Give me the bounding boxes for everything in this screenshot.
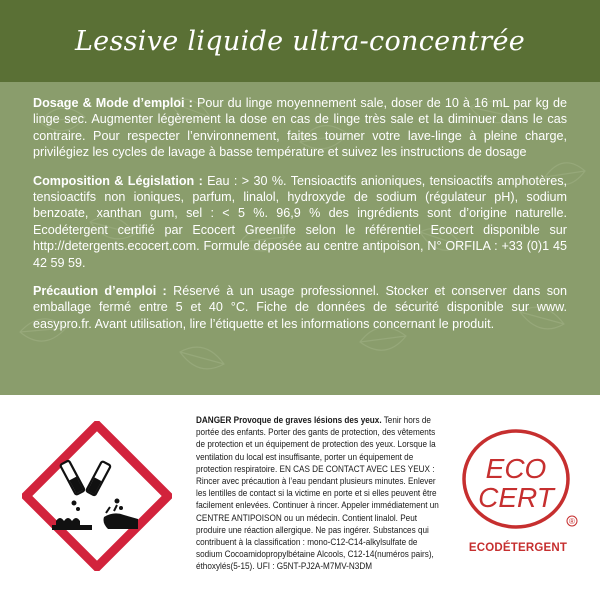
danger-heading: DANGER Provoque de graves lésions des yeux. [196,415,382,425]
danger-statement [196,414,441,573]
precaution-heading: Précaution d’emploi : [33,284,167,299]
product-title: Lessive liquide ultra-concentrée [74,25,526,57]
safety-section [0,395,600,600]
ecodetergent-label: ECODÉTERGENT [468,542,568,554]
dosage-heading: Dosage & Mode d’emploi : [33,96,193,110]
precaution-paragraph [33,283,567,332]
info-text-block [0,82,600,332]
ecocert-logo-line1: ECO [485,453,547,484]
composition-paragraph [33,173,567,271]
header-banner [0,0,600,82]
ghs05-corrosion-icon [22,421,172,571]
composition-text: Eau : > 30 %. Tensioactifs anioniques, tensioactifs amphotères, tensioactifs non ioniques, parfum, linalol, hydroxyde de sodium (régulateur pH), sodium benzoate, xanthan gum, sel : < 5 %. 96,9 % des ingrédients sont d’origine naturelle. Ecodétergent certifié par Ecocert Greenlife selon le référentiel Ecocert disponible sur http://detergents.ecocert.com. Formule déposée au centre antipoison, N° ORFILA : +33 (0)1 45 42 59 59. [33,173,567,270]
ecocert-logo-line2: CERT [478,482,554,513]
info-panel [0,82,600,395]
composition-heading: Composition & Législation : [33,173,203,188]
precaution-text: Réservé à un usage professionnel. Stocker et conserver dans son emballage fermé entre 5 et 40 °C. Fiche de données de sécurité disponible sur www. easypro.fr. Avant utilisation, lire l’étiquette et les informations concernant le produit. [33,284,567,331]
danger-body: Tenir hors de portée des enfants. Porter des gants de protection, des vêtements de protection et un équipement de protection des yeux. Lorsque la ventilation du local est insuffisante, porter un équipement de protection respiratoire. EN CAS DE CONTACT AVEC LES YEUX : Rincer avec précaution à l’eau pendant plusieurs minutes. Enlever les lentilles de contact si la victime en porte et si elles peuvent être facilement enlevées. Continuer à rincer. Appeler immédiatement un CENTRE ANTIPOISON ou un médecin. Contient linalol. Peut produire une réaction allergique. Ne pas ingérer. Substances qui contribuent à la classification : mono-C12-C14-alkylsulfate de sodium Cocoamidopropylbétaine Alcools, C12-14(numéros pairs), éthoxylés(5-15). UFI : G5NT-PJ2A-M7MV-N3DM [196,415,439,572]
dosage-paragraph [33,95,567,161]
registered-mark: ® [569,517,575,526]
dosage-text: Pour du linge moyennement sale, doser de 10 à 16 mL par kg de linge sec. Augmenter légèrement la dose en cas de linge très sale et la diminuer dans le cas contraire. Pour respecter l’environnement, faites tourner votre lave-linge à pleine charge, privilégiez les cycles de lavage à basse température et suivez les instructions de dosage [33,96,567,160]
